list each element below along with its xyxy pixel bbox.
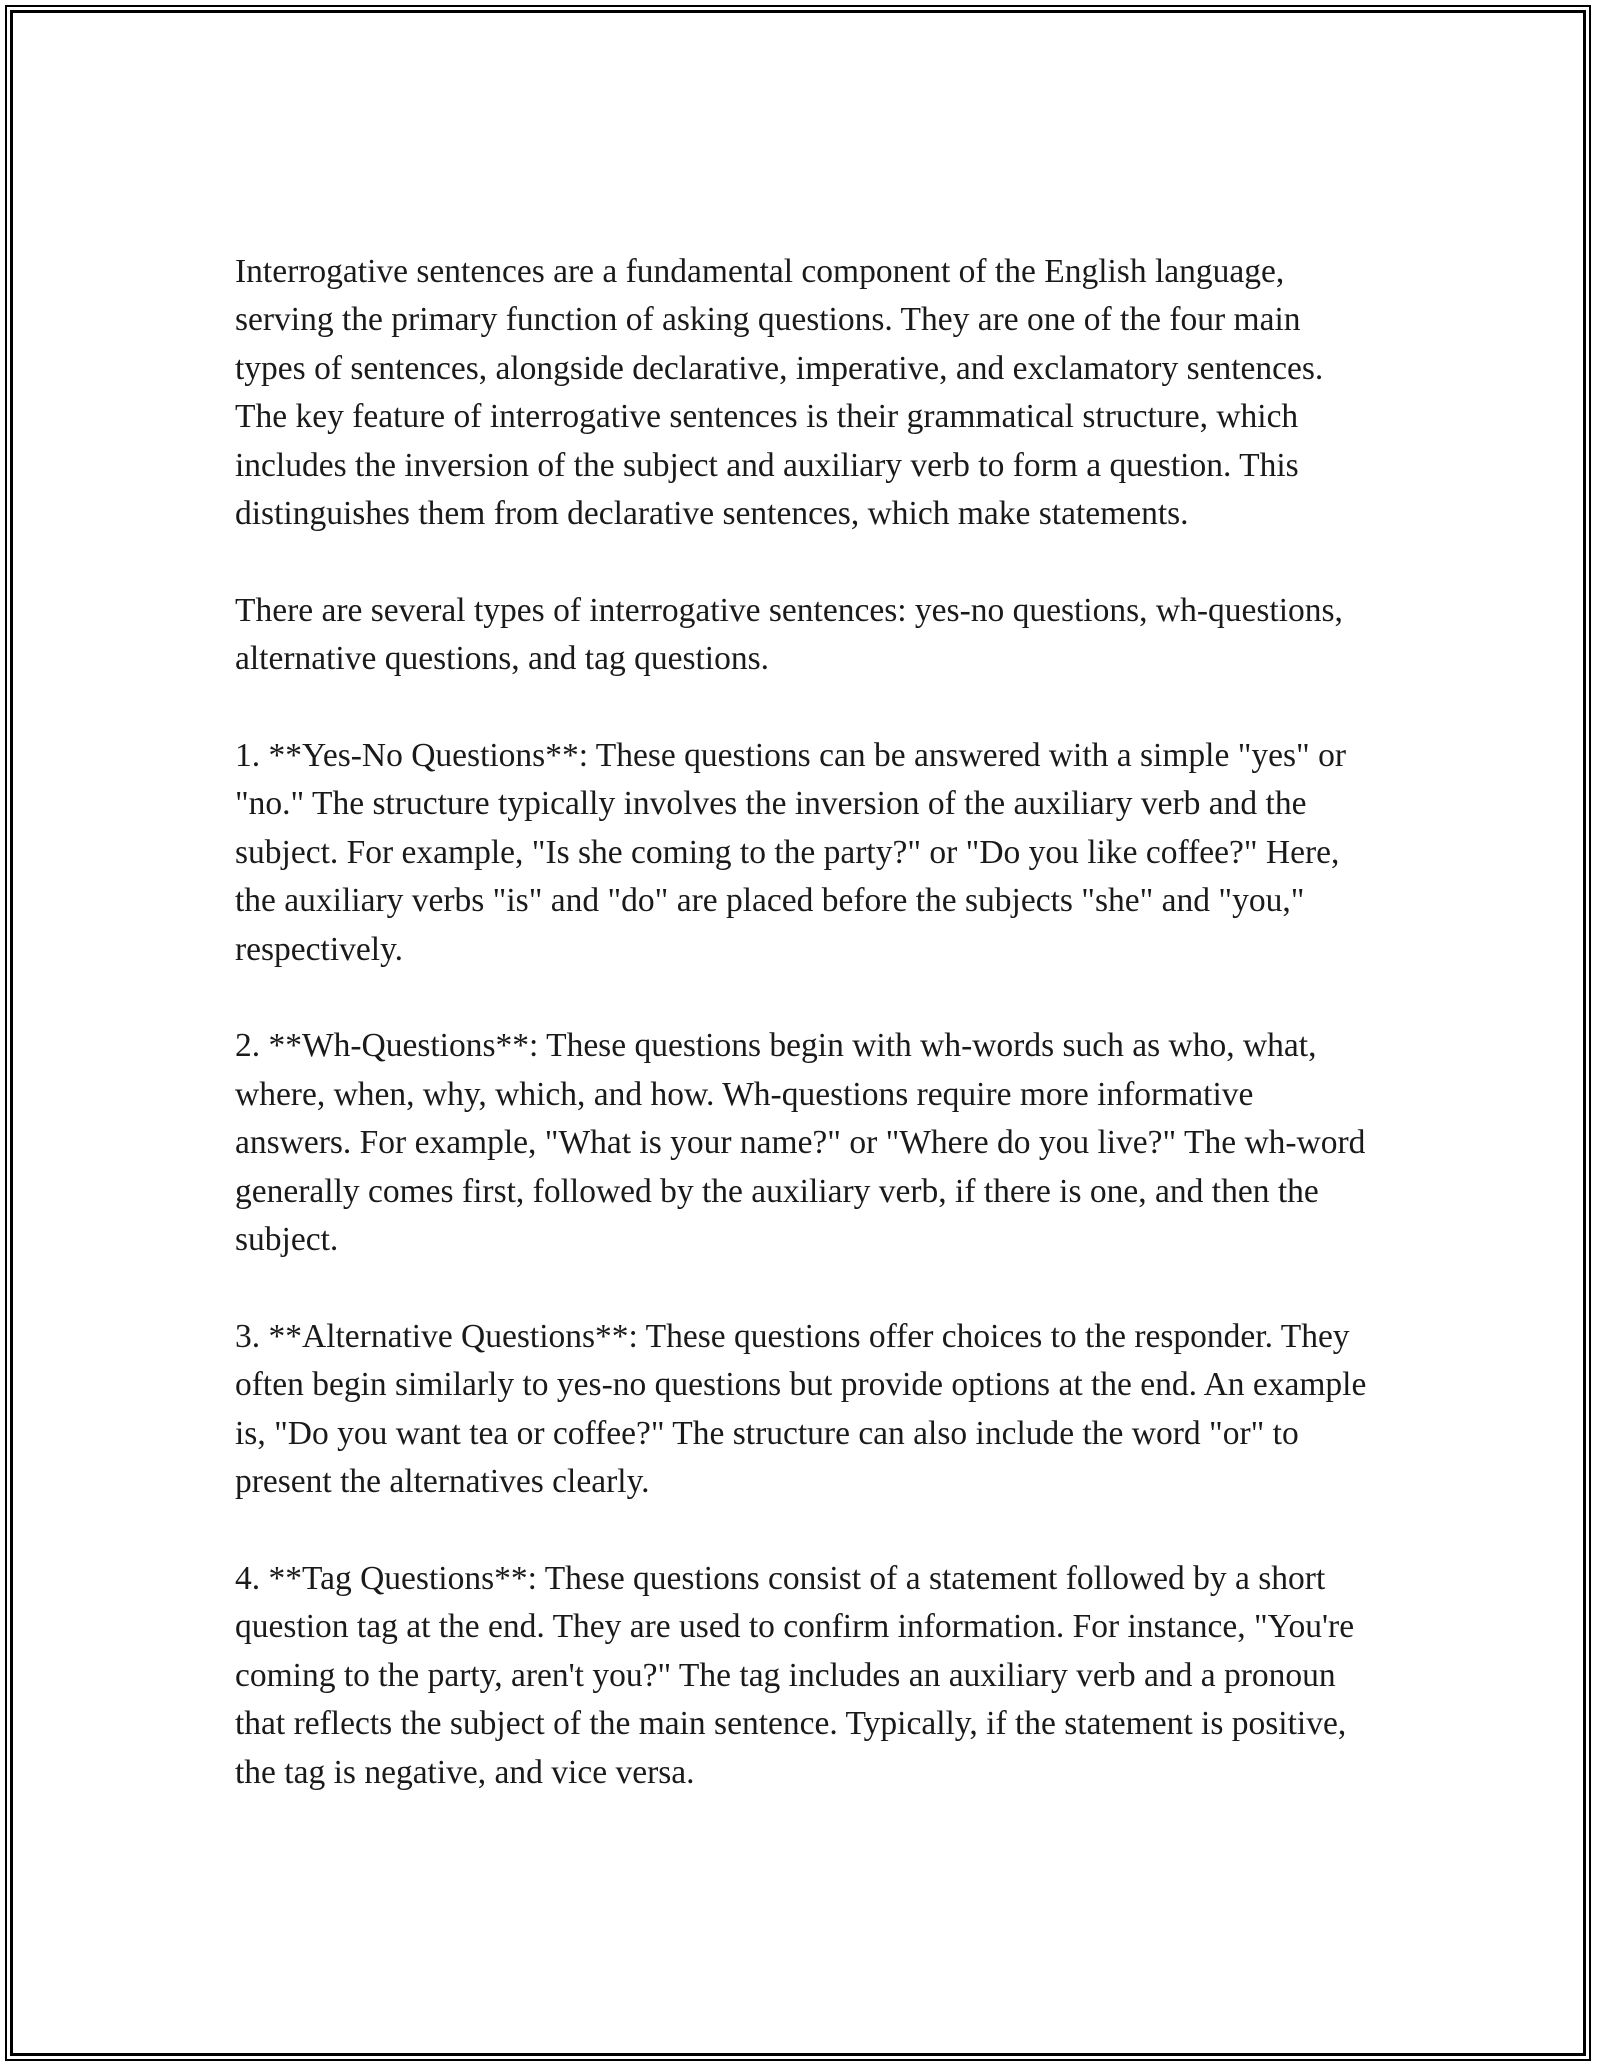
- paragraph-wh-questions: 2. **Wh-Questions**: These questions begin with wh-words such as who, what, where, when, why, which, and how. Wh-questions require more informative answers. For example, "What is your name?" or "Where do you live?" The wh-word generally comes first, followed by the auxiliary verb, if there is one, and then the subject.: [235, 1027, 1366, 1259]
- paragraph-intro: Interrogative sentences are a fundamental component of the English language, serving the primary function of asking questions. They are one of the four main types of sentences, alongside declarative, imperative, and exclamatory sentences. The key feature of interrogative sentences is their grammatical structure, which includes the inversion of the subject and auxiliary verb to form a question. This distinguishes them from declarative sentences, which make statements.: [235, 253, 1324, 533]
- paragraph-tag-questions: 4. **Tag Questions**: These questions consist of a statement followed by a short question tag at the end. They are used to confirm information. For instance, "You're coming to the party, aren't you?" The tag includes an auxiliary verb and a pronoun that reflects the subject of the main sentence. Typically, if the statement is positive, the tag is negative, and vice versa.: [235, 1559, 1355, 1791]
- document-body: [235, 248, 1375, 1797]
- paragraph-yes-no-questions: 1. **Yes-No Questions**: These questions can be answered with a simple "yes" or "no." The structure typically involves the inversion of the auxiliary verb and the subject. For example, "Is she coming to the party?" or "Do you like coffee?" Here, the auxiliary verbs "is" and "do" are placed before the subjects "she" and "you," respectively.: [235, 737, 1346, 968]
- paragraph-alternative-questions: 3. **Alternative Questions**: These questions offer choices to the responder. They often begin similarly to yes-no questions but provide options at the end. An example is, "Do you want tea or coffee?" The structure can also include the word "or" to present the alternatives clearly.: [235, 1317, 1367, 1501]
- paragraph-types-overview: There are several types of interrogative sentences: yes-no questions, wh-questions, alternative questions, and tag questions.: [235, 591, 1343, 678]
